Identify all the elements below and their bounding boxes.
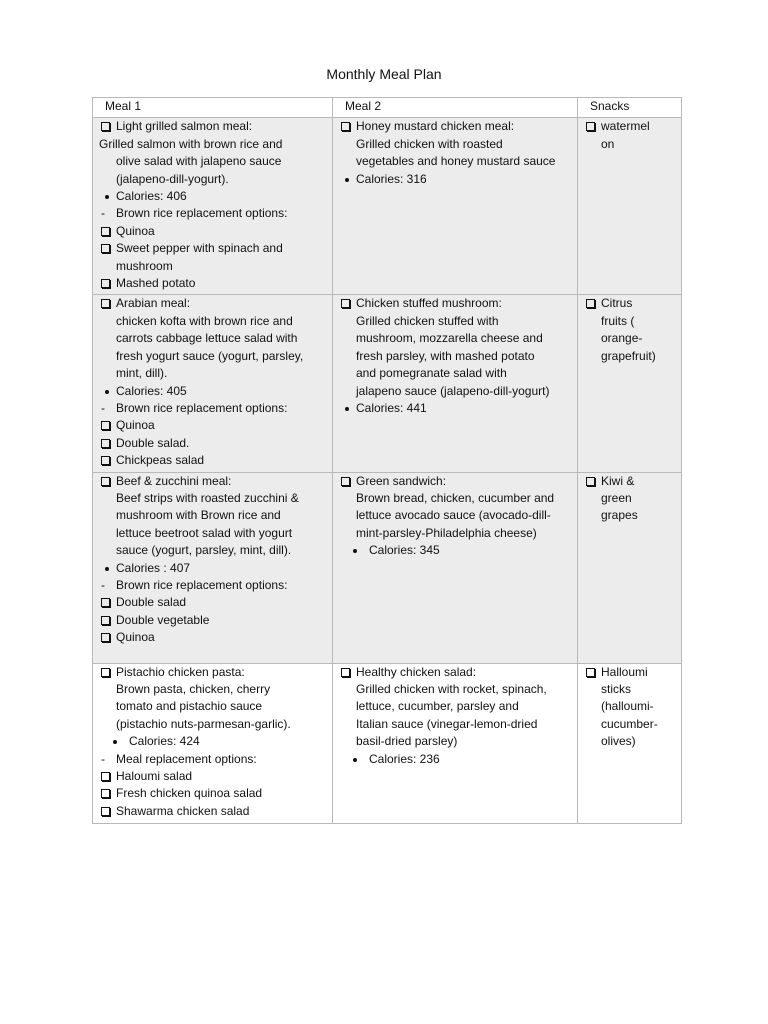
meal-description: carrots cabbage lettuce salad with [116, 331, 298, 346]
meal-description: Grilled chicken with rocket, spinach, [356, 681, 547, 696]
meal-description: mushroom, mozzarella cheese and [356, 331, 543, 346]
table-row [93, 663, 682, 823]
meal-name-checkbox[interactable]: Healthy chicken salad: [339, 664, 571, 681]
meal-description: basil-dried parsley) [356, 734, 458, 749]
meal-name-checkbox[interactable]: Green sandwich: [339, 473, 571, 490]
header-snacks: Snacks [578, 98, 682, 118]
snack-text: sticks [601, 681, 631, 696]
snack-text: olives) [601, 734, 636, 749]
meal-description: chicken kofta with brown rice and [116, 313, 293, 328]
snack-text: orange- [601, 331, 643, 346]
replacement-heading: - Brown rice replacement options: [99, 205, 326, 222]
meal-description: Grilled chicken with roasted [356, 136, 503, 151]
option-checkbox[interactable]: Double salad. [99, 435, 326, 452]
meal1-cell [93, 295, 333, 472]
meal2-cell [333, 472, 578, 663]
option-checkbox[interactable]: Sweet pepper with spinach and [99, 240, 326, 257]
page-title: Monthly Meal Plan [326, 66, 442, 82]
meal2-cell [333, 663, 578, 823]
meal-description: Grilled salmon with brown rice and [99, 136, 283, 151]
meal-name-checkbox[interactable]: Chicken stuffed mushroom: [339, 295, 571, 312]
meal-name-checkbox[interactable]: Arabian meal: [99, 295, 326, 312]
snack-text: cucumber- [601, 716, 658, 731]
snack-text: on [601, 136, 615, 151]
option-checkbox[interactable]: Double vegetable [99, 612, 326, 629]
replacement-heading: - Brown rice replacement options: [99, 577, 326, 594]
calories: Calories: 441 [339, 400, 571, 417]
meal-description: and pomegranate salad with [356, 366, 507, 381]
meal-description: (jalapeno-dill-yogurt). [116, 171, 229, 186]
option-checkbox[interactable]: Quinoa [99, 223, 326, 240]
table-row [93, 472, 682, 663]
snack-checkbox[interactable]: watermel [584, 118, 675, 135]
meal-plan-table [92, 97, 682, 824]
header-meal-1: Meal 1 [93, 98, 333, 118]
table-row [93, 295, 682, 472]
table-header-row [93, 98, 682, 118]
meal2-cell [333, 295, 578, 472]
meal-description: tomato and pistachio sauce [116, 699, 263, 714]
snack-text: (halloumi- [601, 699, 654, 714]
meal-description: mint-parsley-Philadelphia cheese) [356, 525, 537, 540]
snack-text: fruits ( [601, 313, 635, 328]
option-checkbox[interactable]: Quinoa [99, 629, 326, 646]
snack-checkbox[interactable]: Kiwi & [584, 473, 675, 490]
replacement-heading: - Brown rice replacement options: [99, 400, 326, 417]
option-checkbox[interactable]: Haloumi salad [99, 768, 326, 785]
table-row [93, 118, 682, 295]
meal-name-checkbox[interactable]: Pistachio chicken pasta: [99, 664, 326, 681]
meal-description: olive salad with jalapeno sauce [116, 154, 282, 169]
snack-cell [578, 472, 682, 663]
snack-text: grapes [601, 508, 638, 523]
meal-description: mint, dill). [116, 366, 168, 381]
calories: Calories: 406 [99, 188, 326, 205]
option-checkbox[interactable]: Quinoa [99, 417, 326, 434]
snack-checkbox[interactable]: Citrus [584, 295, 675, 312]
snack-cell [578, 663, 682, 823]
calories: Calories: 405 [99, 383, 326, 400]
option-checkbox[interactable]: Chickpeas salad [99, 452, 326, 469]
meal2-cell [333, 118, 578, 295]
meal-description: lettuce, cucumber, parsley and [356, 699, 519, 714]
meal-description: Italian sauce (vinegar-lemon-dried [356, 716, 538, 731]
meal1-cell [93, 663, 333, 823]
meal-description: fresh parsley, with mashed potato [356, 348, 535, 363]
meal-description: mushroom with Brown rice and [116, 508, 281, 523]
option-checkbox[interactable]: Fresh chicken quinoa salad [99, 785, 326, 802]
snack-cell [578, 118, 682, 295]
meal-description: lettuce beetroot salad with yogurt [116, 525, 293, 540]
calories: Calories: 236 [339, 751, 571, 768]
option-checkbox[interactable]: Shawarma chicken salad [99, 803, 326, 820]
snack-checkbox[interactable]: Halloumi [584, 664, 675, 681]
meal-description: lettuce avocado sauce (avocado-dill- [356, 508, 551, 523]
snack-text: green [601, 490, 632, 505]
meal-description: Beef strips with roasted zucchini & [116, 490, 299, 505]
option-continuation: mushroom [116, 258, 173, 273]
meal-description: Grilled chicken stuffed with [356, 313, 499, 328]
option-checkbox[interactable]: Double salad [99, 594, 326, 611]
calories: Calories: 345 [339, 542, 571, 559]
calories: Calories : 407 [99, 560, 326, 577]
meal-name-checkbox[interactable]: Honey mustard chicken meal: [339, 118, 571, 135]
meal-description: jalapeno sauce (jalapeno-dill-yogurt) [356, 383, 550, 398]
calories: Calories: 316 [339, 171, 571, 188]
snack-text: grapefruit) [601, 348, 656, 363]
meal-description: fresh yogurt sauce (yogurt, parsley, [116, 348, 304, 363]
calories: Calories: 424 [99, 733, 326, 750]
meal-description: Brown pasta, chicken, cherry [116, 681, 271, 696]
meal-name-checkbox[interactable]: Beef & zucchini meal: [99, 473, 326, 490]
meal-description: (pistachio nuts-parmesan-garlic). [116, 716, 291, 731]
replacement-heading: - Meal replacement options: [99, 751, 326, 768]
header-meal-2: Meal 2 [333, 98, 578, 118]
meal-name-checkbox[interactable]: Light grilled salmon meal: [99, 118, 326, 135]
meal-description: vegetables and honey mustard sauce [356, 154, 556, 169]
meal-description: Brown bread, chicken, cucumber and [356, 490, 555, 505]
snack-cell [578, 295, 682, 472]
meal-description: sauce (yogurt, parsley, mint, dill). [116, 543, 292, 558]
option-checkbox[interactable]: Mashed potato [99, 275, 326, 292]
meal1-cell [93, 472, 333, 663]
meal1-cell [93, 118, 333, 295]
